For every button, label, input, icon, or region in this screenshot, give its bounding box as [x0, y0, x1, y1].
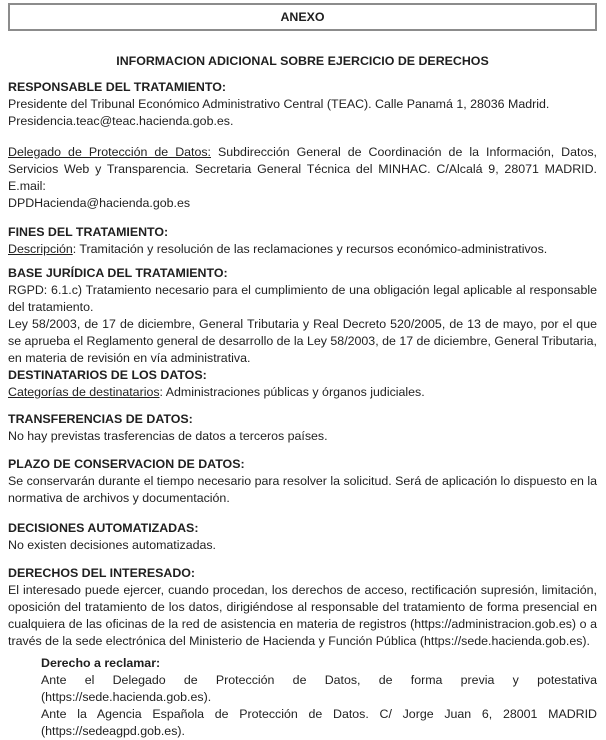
fines-lead-underlined: Descripción	[8, 242, 73, 256]
base-juridica-p1: RGPD: 6.1.c) Tratamiento necesario para el cumplimiento de una obligación legal aplicable al responsable del tratamiento.	[8, 283, 597, 314]
responsable-heading: RESPONSABLE DEL TRATAMIENTO:	[8, 80, 226, 94]
section-destinatarios	[8, 367, 597, 401]
destinatarios-rest: : Administraciones públicas y órganos judiciales.	[159, 385, 425, 399]
anexo-label: ANEXO	[280, 9, 325, 24]
section-transferencias	[8, 411, 597, 445]
document-title: INFORMACION ADICIONAL SOBRE EJERCICIO DE DERECHOS	[116, 54, 489, 68]
decisiones-body: No existen decisiones automatizadas.	[8, 538, 217, 552]
decisiones-heading: DECISIONES AUTOMATIZADAS:	[8, 521, 199, 535]
section-plazo-conservacion	[8, 456, 597, 507]
section-derechos-interesado	[8, 565, 597, 650]
plazo-body: Se conservarán durante el tiempo necesario para resolver la solicitud. Será de aplicación lo dispuesto en la normativa de archivos y documentación.	[8, 474, 597, 505]
destinatarios-paragraph	[8, 384, 597, 401]
dpo-rest: Subdirección General de Coordinación de la Información, Datos, Servicios Web y Transparencia. Secretaria General Técnica del MINHAC. C/Alcalá 9, 28071 MADRID. E.mail:	[8, 145, 597, 193]
transferencias-body: No hay previstas trasferencias de datos a terceros países.	[8, 429, 328, 443]
derechos-heading: DERECHOS DEL INTERESADO:	[8, 566, 196, 580]
destinatarios-heading: DESTINATARIOS DE LOS DATOS:	[8, 368, 207, 382]
base-juridica-p2: Ley 58/2003, de 17 de diciembre, General Tributaria y Real Decreto 520/2005, de 13 de mayo, por el que se aprueba el Reglamento general de desarrollo de la Ley 58/2003, de 17 de diciembre, General Tributaria, en materia de revisión en vía administrativa.	[8, 317, 597, 365]
fines-rest: : Tramitación y resolución de las reclamaciones y recursos económico-administrativos.	[72, 242, 548, 256]
derechos-body: El interesado puede ejercer, cuando procedan, los derechos de acceso, rectificación supresión, limitación, oposición del tratamiento de los datos, dirigiéndose al responsable del tratamiento de forma presencial en cualquiera de las oficinas de la red de asistencia en materia de registros (https://administracion.gob.es) o a través de la sede electrónica del Ministerio de Hacienda y Función Pública (https://sede.hacienda.gob.es).	[8, 583, 597, 648]
anexo-box	[8, 3, 597, 31]
dpo-paragraph	[8, 144, 597, 195]
transferencias-heading: TRANSFERENCIAS DE DATOS:	[8, 412, 193, 426]
section-base-juridica	[8, 265, 597, 367]
section-decisiones-automatizadas	[8, 520, 597, 554]
dpo-email: DPDHacienda@hacienda.gob.es	[8, 196, 191, 210]
base-juridica-heading: BASE JURÍDICA DEL TRATAMIENTO:	[8, 266, 228, 280]
derecho-reclamar-rest: Ante la Agencia Española de Protección de Datos. C/ Jorge Juan 6, 28001 MADRID (https://sedeagpd.gob.es).	[41, 707, 597, 738]
plazo-heading: PLAZO DE CONSERVACION DE DATOS:	[8, 457, 245, 471]
section-derecho-reclamar	[8, 655, 597, 740]
derecho-reclamar-line1: Ante el Delegado de Protección de Datos, de forma previa y potestativa (https://sede.hacienda.gob.es).	[41, 673, 597, 704]
responsable-email: Presidencia.teac@teac.hacienda.gob.es.	[8, 114, 234, 128]
section-fines	[8, 224, 597, 258]
responsable-body-line1: Presidente del Tribunal Económico Administrativo Central (TEAC). Calle Panamá 1, 28036 Madrid.	[8, 97, 550, 111]
fines-paragraph	[8, 241, 597, 258]
section-delegado-proteccion-datos	[8, 144, 597, 212]
dpo-lead-underlined: Delegado de Protección de Datos:	[8, 145, 211, 159]
destinatarios-lead-underlined: Categorías de destinatarios	[8, 385, 160, 399]
section-responsable	[8, 79, 597, 130]
fines-heading: FINES DEL TRATAMIENTO:	[8, 225, 169, 239]
derecho-reclamar-heading: Derecho a reclamar:	[41, 656, 161, 670]
